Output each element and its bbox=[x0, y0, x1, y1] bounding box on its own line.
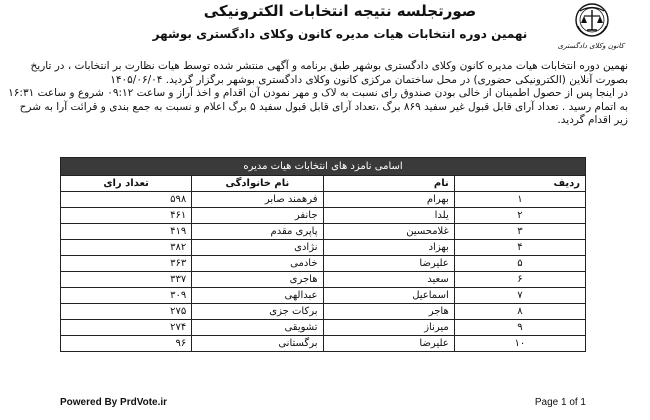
cell-index: ۱ bbox=[454, 192, 585, 208]
table-row bbox=[61, 304, 586, 320]
cell-first-name: میرناز bbox=[323, 320, 454, 336]
powered-by-label: Powered By PrdVote.ir bbox=[60, 397, 168, 408]
intro-line: به اتمام رسید . تعداد آرای قابل قبول غیر سفید ۸۶۹ برگ ،تعداد آرای قابل قبول سفید ۵ برگ اعلام و نسبت به جمع بندی و قرائت آرا به شرح bbox=[19, 100, 628, 113]
table-row bbox=[61, 336, 586, 352]
cell-votes: ۳۳۷ bbox=[61, 272, 192, 288]
cell-first-name: سعید bbox=[323, 272, 454, 288]
results-table-wrapper bbox=[60, 157, 586, 352]
cell-first-name: علیرضا bbox=[323, 256, 454, 272]
cell-index: ۴ bbox=[454, 240, 585, 256]
table-row bbox=[61, 256, 586, 272]
cell-index: ۳ bbox=[454, 224, 585, 240]
cell-index: ۷ bbox=[454, 288, 585, 304]
cell-votes: ۲۷۵ bbox=[61, 304, 192, 320]
cell-last-name: نژادی bbox=[192, 240, 323, 256]
cell-last-name: فرهمند صابر bbox=[192, 192, 323, 208]
cell-votes: ۴۶۱ bbox=[61, 208, 192, 224]
cell-last-name: هاجری bbox=[192, 272, 323, 288]
header-votes: تعداد رای bbox=[61, 176, 192, 192]
intro-line: در اینجا پس از حصول اطمینان از خالی بودن صندوق رای نسبت به لاک و مهر نمودن آن اقدام و اخذ آراز و ساعت ۰۹:۱۲ شروع و ساعت ۱۶:۳۱ bbox=[8, 87, 628, 99]
table-header-row bbox=[61, 176, 586, 192]
table-row bbox=[61, 208, 586, 224]
cell-votes: ۲۷۴ bbox=[61, 320, 192, 336]
bar-association-logo bbox=[557, 2, 624, 52]
page-number-label: Page 1 of 1 bbox=[534, 397, 586, 408]
table-row bbox=[61, 320, 586, 336]
intro-line: بصورت آنلاین (الکترونیکی حضوری) در محل ساختمان مرکزی کانون وکلای دادگستری بوشهر برگزار گردید. ۱۴۰۵/۰۶/۰۴ bbox=[110, 73, 628, 86]
cell-index: ۹ bbox=[454, 320, 585, 336]
cell-votes: ۴۱۹ bbox=[61, 224, 192, 240]
cell-last-name: عبدالهی bbox=[192, 288, 323, 304]
header-last-name: نام خانوادگی bbox=[192, 176, 323, 192]
cell-first-name: هاجر bbox=[323, 304, 454, 320]
intro-line: نهمین دوره انتخابات هیات مدیره کانون وکلای دادگستری بوشهر طبق برنامه و آگهی منتشر شده توسط هیات نظارت بر انتخابات ، در تاریخ bbox=[30, 60, 628, 72]
cell-first-name: اسماعیل bbox=[323, 288, 454, 304]
cell-last-name: تشویقی bbox=[192, 320, 323, 336]
page-title: صورتجلسه نتیجه انتخابات الکترونیکی bbox=[203, 2, 477, 20]
cell-first-name: غلامحسین bbox=[323, 224, 454, 240]
bar-association-emblem-icon bbox=[570, 2, 614, 40]
cell-votes: ۹۶ bbox=[61, 336, 192, 352]
cell-index: ۱۰ bbox=[454, 336, 585, 352]
cell-votes: ۳۰۹ bbox=[61, 288, 192, 304]
table-row bbox=[61, 192, 586, 208]
cell-last-name: برکات جزی bbox=[192, 304, 323, 320]
cell-first-name: یلدا bbox=[323, 208, 454, 224]
cell-last-name: جانفر bbox=[192, 208, 323, 224]
cell-votes: ۳۶۳ bbox=[61, 256, 192, 272]
results-table bbox=[60, 157, 586, 352]
table-caption: اسامی نامزد های انتخابات هیات مدیره bbox=[61, 158, 586, 176]
cell-votes: ۵۹۸ bbox=[61, 192, 192, 208]
cell-last-name: خادمی bbox=[192, 256, 323, 272]
table-row bbox=[61, 272, 586, 288]
table-row bbox=[61, 224, 586, 240]
table-caption-row bbox=[61, 158, 586, 176]
cell-votes: ۳۸۲ bbox=[61, 240, 192, 256]
cell-index: ۶ bbox=[454, 272, 585, 288]
cell-first-name: علیرضا bbox=[323, 336, 454, 352]
header-index: ردیف bbox=[454, 176, 585, 192]
cell-first-name: بهرام bbox=[323, 192, 454, 208]
cell-last-name: برگستانی bbox=[192, 336, 323, 352]
page-subtitle: نهمین دوره انتخابات هیات مدیره کانون وکلای دادگستری بوشهر bbox=[152, 27, 528, 41]
cell-index: ۲ bbox=[454, 208, 585, 224]
cell-last-name: پاپری مقدم bbox=[192, 224, 323, 240]
intro-paragraph bbox=[8, 60, 628, 128]
table-row bbox=[61, 240, 586, 256]
cell-index: ۵ bbox=[454, 256, 585, 272]
table-body bbox=[61, 192, 586, 352]
cell-index: ۸ bbox=[454, 304, 585, 320]
intro-line: زیر اقدام گردید. bbox=[557, 114, 628, 126]
cell-first-name: بهزاد bbox=[323, 240, 454, 256]
table-row bbox=[61, 288, 586, 304]
logo-caption: کانون وکلای دادگستری bbox=[557, 42, 624, 50]
header-first-name: نام bbox=[323, 176, 454, 192]
